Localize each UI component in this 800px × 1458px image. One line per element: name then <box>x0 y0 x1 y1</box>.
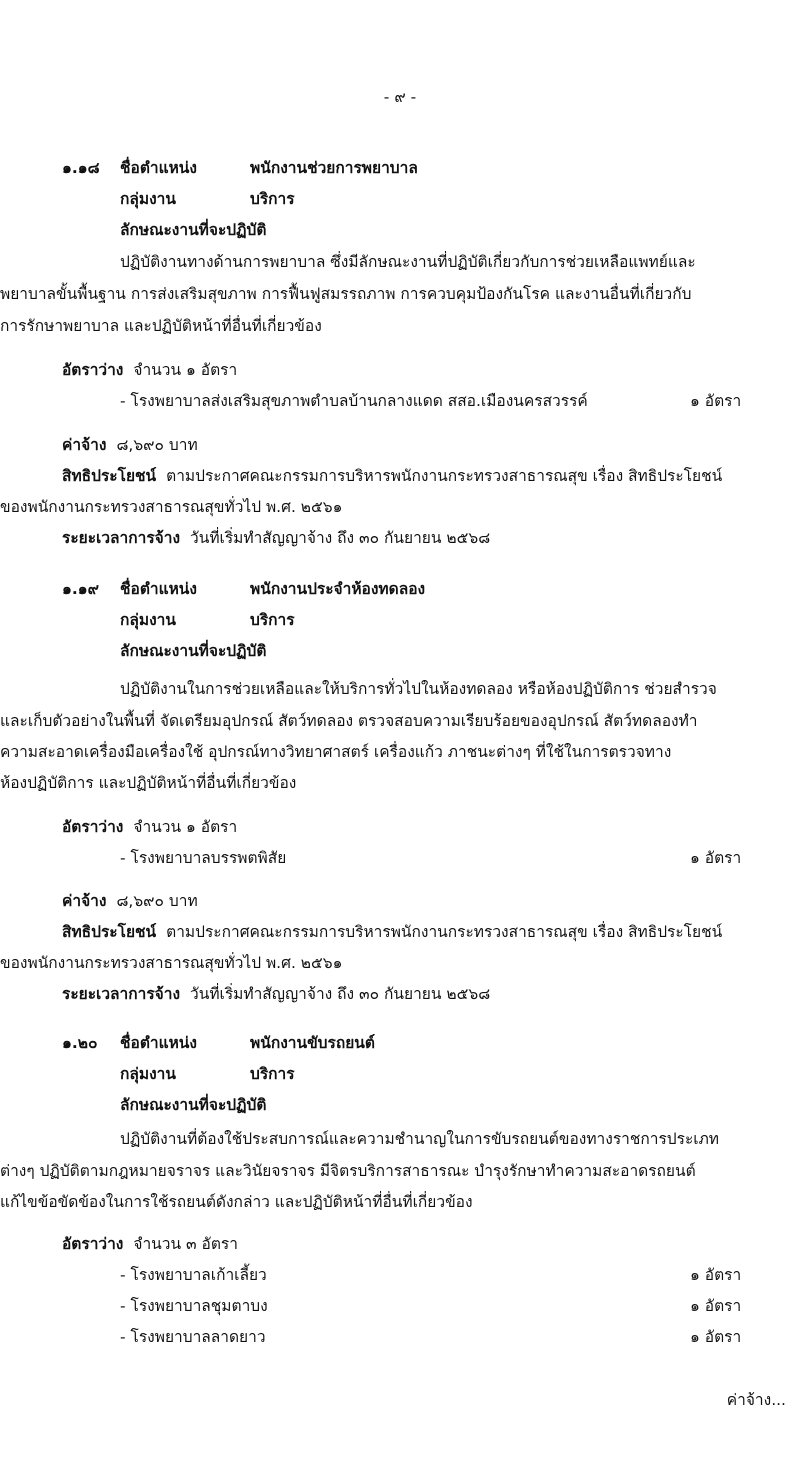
unit-name: - โรงพยาบาลลาดยาว <box>120 1328 266 1346</box>
period-text: วันที่เริ่มทำสัญญาจ้าง ถึง ๓๐ กันยายน ๒๕๖๘ <box>190 529 491 547</box>
position-label: ชื่อตำแหน่ง <box>120 159 197 177</box>
wage-text: ๘,๖๙๐ บาท <box>116 892 198 910</box>
unit-name: - โรงพยาบาลชุมตาบง <box>120 1297 268 1315</box>
duty-heading: ลักษณะงานที่จะปฏิบัติ <box>120 642 267 660</box>
position-value: พนักงานช่วยการพยาบาล <box>250 159 418 177</box>
duty-line: ห้องปฏิบัติการ และปฏิบัติหน้าที่อื่นที่เกี่ยวข้อง <box>0 774 297 792</box>
wage-label: ค่าจ้าง <box>62 436 107 454</box>
unit-count: ๑ อัตรา <box>690 1328 742 1346</box>
duty-line: พยาบาลขั้นพื้นฐาน การส่งเสริมสุขภาพ การฟื้นฟูสมรรถภาพ การควบคุมป้องกันโรค และงานอื่นที่เกี่ยวกับ <box>0 285 692 303</box>
vacancy-line <box>62 816 237 838</box>
vacancy-line <box>62 359 237 381</box>
duty-line: ปฏิบัติงานทางด้านการพยาบาล ซึ่งมีลักษณะงานที่ปฏิบัติเกี่ยวกับการช่วยเหลือแพทย์และ <box>120 253 696 271</box>
duty-line: ความสะอาดเครื่องมือเครื่องใช้ อุปกรณ์ทางวิทยาศาสตร์ เครื่องแก้ว ภาชนะต่างๆ ที่ใช้ในการตรวจทาง <box>0 743 672 761</box>
wage-line <box>62 890 198 912</box>
vacancy-label: อัตราว่าง <box>62 361 124 379</box>
section-number: ๑.๒๐ <box>62 1034 98 1052</box>
duty-line: และเก็บตัวอย่างในพื้นที่ จัดเตรียมอุปกรณ์ สัตว์ทดลอง ตรวจสอบความเรียบร้อยของอุปกรณ์ สัตว์ทดลองทำ <box>0 712 698 730</box>
benefit-text-cont: ของพนักงานกระทรวงสาธารณสุขทั่วไป พ.ศ. ๒๕๖๑ <box>0 954 343 972</box>
unit-count: ๑ อัตรา <box>690 1266 742 1284</box>
benefit-line <box>62 921 722 943</box>
duty-line: ต่างๆ ปฏิบัติตามกฎหมายจราจร และวินัยจราจร มีจิตรบริการสาธารณะ บำรุงรักษาทำความสะอาดรถยนต์ <box>0 1162 696 1180</box>
vacancy-label: อัตราว่าง <box>62 818 124 836</box>
section-number: ๑.๑๙ <box>62 580 99 598</box>
benefit-text-cont: ของพนักงานกระทรวงสาธารณสุขทั่วไป พ.ศ. ๒๕๖๑ <box>0 498 343 516</box>
wage-label: ค่าจ้าง <box>62 892 107 910</box>
vacancy-text: จำนวน ๓ อัตรา <box>133 1235 238 1253</box>
duty-line: ปฏิบัติงานที่ต้องใช้ประสบการณ์และความชำนาญในการขับรถยนต์ของทางราชการประเภท <box>120 1130 719 1148</box>
vacancy-text: จำนวน ๑ อัตรา <box>133 818 238 836</box>
duty-heading: ลักษณะงานที่จะปฏิบัติ <box>120 221 267 239</box>
duty-line: การรักษาพยาบาล และปฏิบัติหน้าที่อื่นที่เกี่ยวข้อง <box>0 317 322 335</box>
vacancy-label: อัตราว่าง <box>62 1235 124 1253</box>
group-value: บริการ <box>250 1065 295 1083</box>
unit-count: ๑ อัตรา <box>690 849 742 867</box>
section-number: ๑.๑๘ <box>62 159 100 177</box>
page-number: - ๙ - <box>383 88 417 106</box>
wage-text: ๘,๖๙๐ บาท <box>116 436 198 454</box>
group-value: บริการ <box>250 611 295 629</box>
benefit-text: ตามประกาศคณะกรรมการบริหารพนักงานกระทรวงสาธารณสุข เรื่อง สิทธิประโยชน์ <box>166 467 723 485</box>
group-label: กลุ่มงาน <box>120 190 176 208</box>
group-label: กลุ่มงาน <box>120 1065 176 1083</box>
group-label: กลุ่มงาน <box>120 611 176 629</box>
duty-line: ปฏิบัติงานในการช่วยเหลือและให้บริการทั่วไปในห้องทดลอง หรือห้องปฏิบัติการ ช่วยสำรวจ <box>120 680 717 698</box>
wage-line <box>62 434 198 456</box>
unit-name: - โรงพยาบาลบรรพตพิสัย <box>120 849 287 867</box>
position-label: ชื่อตำแหน่ง <box>120 580 197 598</box>
period-line <box>62 983 490 1005</box>
duty-heading: ลักษณะงานที่จะปฏิบัติ <box>120 1096 267 1114</box>
position-value: พนักงานขับรถยนต์ <box>250 1034 375 1052</box>
position-value: พนักงานประจำห้องทดลอง <box>250 580 426 598</box>
unit-count: ๑ อัตรา <box>690 392 742 410</box>
duty-line: แก้ไขข้อขัดข้องในการใช้รถยนต์ดังกล่าว และปฏิบัติหน้าที่อื่นที่เกี่ยวข้อง <box>0 1193 473 1211</box>
continuation-footer: ค่าจ้าง... <box>726 1391 786 1409</box>
period-label: ระยะเวลาการจ้าง <box>62 529 181 547</box>
benefit-line <box>62 465 722 487</box>
benefit-label: สิทธิประโยชน์ <box>62 923 157 941</box>
group-value: บริการ <box>250 190 295 208</box>
benefit-text: ตามประกาศคณะกรรมการบริหารพนักงานกระทรวงสาธารณสุข เรื่อง สิทธิประโยชน์ <box>166 923 723 941</box>
position-label: ชื่อตำแหน่ง <box>120 1034 197 1052</box>
unit-count: ๑ อัตรา <box>690 1297 742 1315</box>
period-label: ระยะเวลาการจ้าง <box>62 985 181 1003</box>
period-line <box>62 527 490 549</box>
unit-name: - โรงพยาบาลเก้าเลี้ยว <box>120 1266 267 1284</box>
vacancy-line <box>62 1233 238 1255</box>
vacancy-text: จำนวน ๑ อัตรา <box>133 361 238 379</box>
benefit-label: สิทธิประโยชน์ <box>62 467 157 485</box>
unit-name: - โรงพยาบาลส่งเสริมสุขภาพตำบลบ้านกลางแดด สสอ.เมืองนครสวรรค์ <box>120 392 588 410</box>
period-text: วันที่เริ่มทำสัญญาจ้าง ถึง ๓๐ กันยายน ๒๕๖๘ <box>190 985 491 1003</box>
